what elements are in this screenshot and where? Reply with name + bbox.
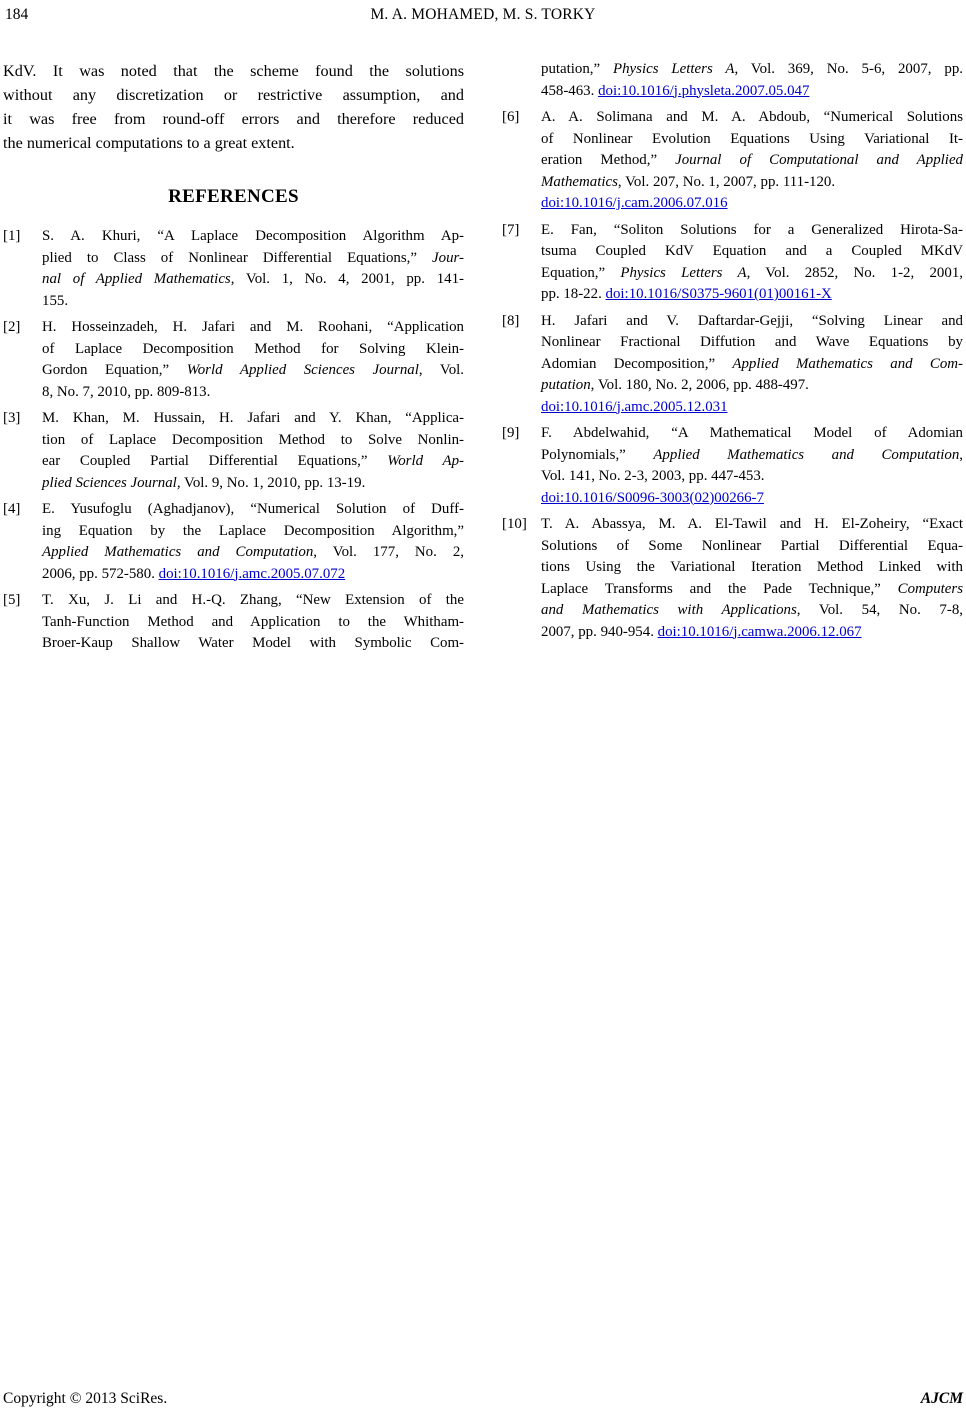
paragraph-line xyxy=(3,59,464,83)
doi-link[interactable]: doi:10.1016/S0096-3003(02)00266-7 xyxy=(541,489,764,506)
reference-number: [6] xyxy=(502,109,520,125)
reference-line xyxy=(541,423,963,445)
reference-item xyxy=(3,317,464,403)
text-run: 458-463. xyxy=(541,82,599,99)
reference-number: [3] xyxy=(3,410,21,426)
text-run: Equation,” xyxy=(541,264,621,281)
reference-line xyxy=(541,263,963,285)
reference-number: [2] xyxy=(3,319,21,335)
text-run: Adomian Decomposition,” xyxy=(541,355,733,372)
right-column xyxy=(502,59,963,660)
text-run: plied to Class of Nonlinear Differential Equations,” xyxy=(42,249,433,266)
italic-text-run: Applied Mathematics and Computation xyxy=(42,544,314,560)
reference-line xyxy=(42,291,464,313)
text-run: , Vol. 369, No. 5-6, 2007, pp. xyxy=(734,61,963,77)
text-run: Tanh-Function Method and Application to the Whitham- xyxy=(42,613,464,630)
journal-abbrev: AJCM xyxy=(920,1390,963,1407)
text-run: E. Fan, “Soliton Solutions for a Generalized Hirota-Sa- xyxy=(541,221,963,238)
references-heading: REFERENCES xyxy=(168,186,299,207)
text-run: of Nonlinear Evolution Equations Using Variational It- xyxy=(541,130,963,147)
text-run: , Vol. 177, No. 2, xyxy=(313,544,464,560)
text-run: A. A. Solimana and M. A. Abdoub, “Numerical Solutions xyxy=(541,109,963,125)
text-run: tions Using the Variational Iteration Method Linked with xyxy=(541,559,963,575)
reference-number: [9] xyxy=(502,425,520,441)
text-run: H. Jafari and V. Daftardar-Gejji, “Solving Linear and xyxy=(541,312,963,329)
paragraph-line xyxy=(3,131,464,155)
italic-text-run: nal of Applied Mathematics xyxy=(42,271,231,287)
reference-line xyxy=(541,332,963,354)
reference-line xyxy=(42,564,464,586)
reference-line xyxy=(42,542,464,564)
text-run: Solutions of Some Nonlinear Partial Differential Equa- xyxy=(541,537,963,554)
text-run: H. Hosseinzadeh, H. Jafari and M. Roohani, “Application xyxy=(42,319,464,335)
reference-line xyxy=(541,284,963,306)
reference-line xyxy=(541,536,963,558)
doi-link[interactable]: doi:10.1016/j.cam.2006.07.016 xyxy=(541,195,728,211)
reference-line xyxy=(42,248,464,270)
text-run: E. Yusufoglu (Aghadjanov), “Numerical Solution of Duff- xyxy=(42,501,464,517)
text-run: 155. xyxy=(42,292,69,309)
reference-line xyxy=(541,397,963,419)
doi-link[interactable]: doi:10.1016/j.camwa.2006.12.067 xyxy=(657,623,862,640)
text-run: , Vol. 2852, No. 1-2, 2001, xyxy=(746,264,963,281)
reference-line xyxy=(541,107,963,129)
italic-text-run: World Applied Sciences Journal xyxy=(186,362,419,378)
text-run: Polynomials,” xyxy=(541,446,654,463)
italic-text-run: Physics Letters A xyxy=(620,264,747,281)
text-run: the numerical computations to a great extent. xyxy=(3,134,295,152)
text-run: ing Equation by the Laplace Decomposition Algorithm,” xyxy=(42,522,464,539)
two-column-body xyxy=(3,59,963,660)
text-run: S. A. Khuri, “A Laplace Decomposition Algorithm Ap- xyxy=(42,228,464,244)
reference-number: [10] xyxy=(502,516,527,532)
reference-line xyxy=(541,514,963,536)
left-column xyxy=(3,59,464,660)
reference-line xyxy=(541,466,963,488)
italic-text-run: Journal of Computational and Applied xyxy=(675,152,963,168)
reference-item xyxy=(502,514,963,643)
text-run: KdV. It was noted that the scheme found the solutions xyxy=(3,62,464,80)
reference-item xyxy=(502,423,963,509)
reference-line xyxy=(541,129,963,151)
reference-line xyxy=(541,193,963,215)
text-run: Gordon Equation,” xyxy=(42,362,187,378)
reference-line xyxy=(42,408,464,430)
intro-paragraph xyxy=(3,59,464,155)
reference-line xyxy=(541,311,963,333)
italic-text-run: and Mathematics with Applications xyxy=(541,602,797,618)
text-run: of Laplace Decomposition Method for Solving Klein- xyxy=(42,340,464,357)
reference-line xyxy=(541,445,963,467)
doi-link[interactable]: doi:10.1016/j.amc.2005.07.072 xyxy=(158,565,346,582)
italic-text-run: World Ap- xyxy=(387,453,464,469)
text-run: , Vol. 9, No. 1, 2010, pp. 13-19. xyxy=(176,474,366,491)
reference-number: [7] xyxy=(502,221,520,238)
text-run: without any discretization or restrictive assumption, and xyxy=(3,86,464,104)
reference-line xyxy=(541,579,963,601)
reference-item xyxy=(502,107,963,215)
running-head: M. A. MOHAMED, M. S. TORKY xyxy=(370,6,596,23)
text-run: , Vol. 1, No. 4, 2001, pp. 141- xyxy=(230,271,464,287)
reference-item xyxy=(502,220,963,306)
text-run: Laplace Transforms and the Pade Technique,” xyxy=(541,580,898,597)
text-run: F. Abdelwahid, “A Mathematical Model of Adomian xyxy=(541,425,963,441)
text-run: 8, No. 7, 2010, pp. 809-813. xyxy=(42,383,211,400)
reference-line xyxy=(42,382,464,404)
reference-line xyxy=(42,499,464,521)
italic-text-run: Jour- xyxy=(432,249,464,266)
reference-number: [4] xyxy=(3,501,21,517)
reference-number: [1] xyxy=(3,228,21,244)
text-run: Nonlinear Fractional Diffution and Wave Equations by xyxy=(541,334,963,350)
italic-text-run: Mathematics xyxy=(541,173,618,190)
italic-text-run: plied Sciences Journal xyxy=(42,474,177,491)
reference-line xyxy=(42,590,464,612)
text-run: 2006, pp. 572-580. xyxy=(42,565,159,582)
references-list-left xyxy=(3,226,464,655)
reference-line xyxy=(541,172,963,194)
reference-line xyxy=(541,59,963,81)
text-run: T. Xu, J. Li and H.-Q. Zhang, “New Extension of the xyxy=(42,592,464,608)
reference-line xyxy=(541,600,963,622)
doi-link[interactable]: doi:10.1016/j.physleta.2007.05.047 xyxy=(598,82,810,99)
copyright-notice: Copyright © 2013 SciRes. xyxy=(3,1390,168,1407)
reference-item xyxy=(502,311,963,419)
reference-item xyxy=(3,499,464,585)
text-run: it was free from round-off errors and therefore reduced xyxy=(3,110,464,128)
text-run: 2007, pp. 940-954. xyxy=(541,623,658,640)
reference-item xyxy=(3,408,464,494)
text-run: , Vol. 207, No. 1, 2007, pp. 111-120. xyxy=(617,173,836,190)
doi-link[interactable]: doi:10.1016/j.amc.2005.12.031 xyxy=(541,398,728,415)
page-header xyxy=(0,6,966,28)
text-run: Broer-Kaup Shallow Water Model with Symbolic Com- xyxy=(42,635,464,651)
doi-link[interactable]: doi:10.1016/S0375-9601(01)00161-X xyxy=(605,286,832,302)
text-run: Vol. 141, No. 2-3, 2003, pp. 447-453. xyxy=(541,468,765,484)
reference-line xyxy=(42,633,464,655)
reference-line xyxy=(541,488,963,510)
text-run: ear Coupled Partial Differential Equations,” xyxy=(42,453,388,469)
reference-line xyxy=(42,360,464,382)
text-run: putation,” xyxy=(541,61,614,77)
reference-line xyxy=(541,150,963,172)
reference-line xyxy=(42,521,464,543)
italic-text-run: Applied Mathematics and Computation xyxy=(653,446,960,463)
paragraph-line xyxy=(3,107,464,131)
text-run: tsuma Coupled KdV Equation and a Coupled MKdV xyxy=(541,243,963,259)
italic-text-run: Computers xyxy=(897,580,963,597)
reference-line xyxy=(42,451,464,473)
reference-number: [5] xyxy=(3,592,21,608)
reference-line xyxy=(42,430,464,452)
reference-line xyxy=(541,220,963,242)
text-run: eration Method,” xyxy=(541,152,676,168)
text-run: , Vol. 180, No. 2, 2006, pp. 488-497. xyxy=(590,377,809,393)
reference-number: [8] xyxy=(502,312,520,329)
paragraph-line xyxy=(3,83,464,107)
reference-line xyxy=(42,473,464,495)
reference-line xyxy=(42,339,464,361)
text-run: , Vol. xyxy=(418,362,465,378)
reference-line xyxy=(541,81,963,103)
page-footer xyxy=(3,1390,963,1412)
reference-item xyxy=(3,590,464,655)
italic-text-run: putation xyxy=(541,377,591,393)
text-run: M. Khan, M. Hussain, H. Jafari and Y. Khan, “Applica- xyxy=(42,410,464,426)
reference-line xyxy=(42,317,464,339)
text-run: pp. 18-22. xyxy=(541,286,606,302)
italic-text-run: Physics Letters A xyxy=(613,61,735,77)
reference-item xyxy=(3,226,464,312)
italic-text-run: Applied Mathematics and Com- xyxy=(732,355,964,372)
reference-line xyxy=(541,557,963,579)
reference-line xyxy=(42,269,464,291)
reference-line xyxy=(541,354,963,376)
reference-line xyxy=(541,375,963,397)
text-run: T. A. Abassya, M. A. El-Tawil and H. El-Zoheiry, “Exact xyxy=(541,516,963,532)
reference-line xyxy=(541,622,963,644)
page-number: 184 xyxy=(5,6,29,23)
reference-line xyxy=(42,612,464,634)
references-list-right xyxy=(502,59,963,643)
reference-line xyxy=(541,241,963,263)
reference-item xyxy=(502,59,963,102)
reference-line xyxy=(42,226,464,248)
text-run: , xyxy=(959,446,963,463)
text-run: tion of Laplace Decomposition Method to Solve Nonlin- xyxy=(42,431,464,448)
text-run: , Vol. 54, No. 7-8, xyxy=(796,602,963,618)
